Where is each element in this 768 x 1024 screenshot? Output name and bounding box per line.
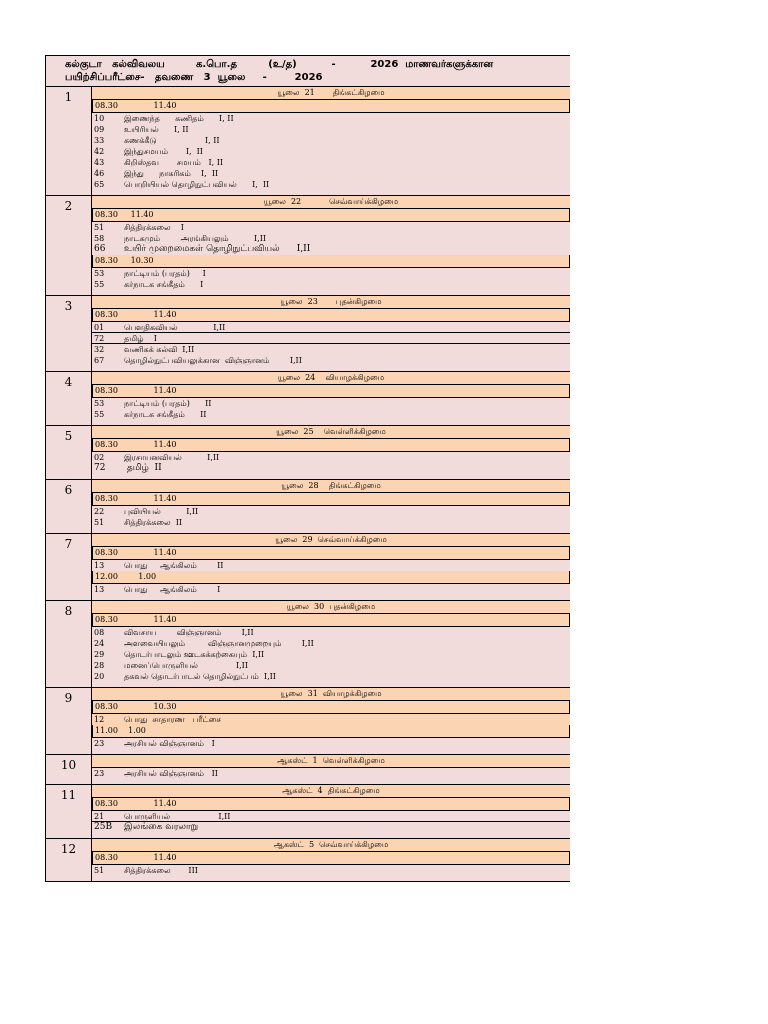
day-block xyxy=(46,372,570,426)
subject-code: 24 xyxy=(94,639,105,648)
session-time: 08.30 11.40 xyxy=(92,209,570,222)
session-time: 08.30 11.40 xyxy=(92,309,570,322)
session-time: 08.30 11.40 xyxy=(92,852,570,865)
subject-code: 12 xyxy=(94,715,105,724)
subject-row xyxy=(92,649,570,660)
subject-row xyxy=(92,517,570,528)
subject-name: பொருளியல் I,II xyxy=(124,812,231,821)
subject-name: புவியியல் I,II xyxy=(124,507,199,516)
row-spacer xyxy=(92,833,570,838)
subject-name: இரசாயனவியல் I,II xyxy=(124,453,220,462)
subject-row xyxy=(92,124,570,135)
subject-code: 10 xyxy=(94,114,105,123)
subject-code: 67 xyxy=(94,356,105,365)
row-spacer xyxy=(92,420,570,425)
subject-row xyxy=(92,560,570,571)
day-header: ஆகஸ்ட் 1 வெள்ளிக்கிழமை xyxy=(92,755,570,768)
day-number-cell xyxy=(46,688,92,754)
subject-name: தமிழ் I xyxy=(124,334,157,343)
subject-row xyxy=(92,452,570,463)
day-number-cell xyxy=(46,601,92,687)
title-line-1: கல்குடா கல்விவலய க.பொ.த (உ/த) - 2026 மாணவர்களுக்கான xyxy=(65,59,494,70)
subject-row xyxy=(92,344,570,355)
subject-name: தொடர்பாடலும் ஊடகக்கற்கையும் I,II xyxy=(124,650,265,659)
subject-row xyxy=(92,244,570,255)
day-header: யூலை 31 வியாழக்கிழமை xyxy=(92,688,570,701)
subject-row xyxy=(92,738,570,749)
subject-code: 53 xyxy=(94,399,105,408)
subject-code: 51 xyxy=(94,518,105,527)
subject-row xyxy=(92,714,570,725)
session-time: 08.30 10.30 xyxy=(92,255,570,268)
day-number-cell xyxy=(46,785,92,838)
subject-row xyxy=(92,322,570,333)
subject-row xyxy=(92,279,570,290)
subject-row xyxy=(92,233,570,244)
day-number: 2 xyxy=(64,199,73,213)
subject-code: 20 xyxy=(94,672,105,681)
subject-code: 42 xyxy=(94,147,105,156)
subject-code: 08 xyxy=(94,628,105,637)
subject-name: சித்திரக்கலை II xyxy=(124,518,183,527)
subject-name: பொது ஆங்கிலம் I xyxy=(124,585,221,594)
subject-code: 13 xyxy=(94,561,105,570)
day-rows xyxy=(92,372,570,425)
day-header: யூலை 22 செவ்வாய்க்கிழமை xyxy=(92,196,570,209)
subject-code: 43 xyxy=(94,158,105,167)
subject-code: 53 xyxy=(94,269,105,278)
subject-name: உயிர் முறைமைகள் தொழிநுட்பவியல் I,II xyxy=(124,244,311,254)
day-block xyxy=(46,426,570,480)
timetable-title xyxy=(46,56,570,87)
day-header: யூலை 21 திங்கட்கிழமை xyxy=(92,87,570,100)
day-rows xyxy=(92,426,570,479)
subject-code: 72 xyxy=(94,463,106,473)
subject-row xyxy=(92,146,570,157)
subject-code: 51 xyxy=(94,223,105,232)
subject-row xyxy=(92,671,570,682)
subject-row xyxy=(92,113,570,124)
subject-name: பௌதிகவியல் I,II xyxy=(124,323,226,332)
subject-name: கணக்கீடு I, II xyxy=(124,136,220,145)
subject-row xyxy=(92,135,570,146)
day-rows xyxy=(92,534,570,600)
day-number: 12 xyxy=(60,842,77,856)
subject-row xyxy=(92,506,570,517)
day-block xyxy=(46,688,570,755)
subject-code: 29 xyxy=(94,650,105,659)
subject-name: கிறிஸ்தவ சமயம் I, II xyxy=(124,158,224,167)
subject-code: 13 xyxy=(94,585,105,594)
day-block xyxy=(46,601,570,688)
subject-name: சித்திரக்கலை I xyxy=(124,223,184,232)
day-block xyxy=(46,296,570,372)
session-time: 08.30 11.40 xyxy=(92,493,570,506)
subject-name: சித்திரக்கலை III xyxy=(124,866,198,875)
row-spacer xyxy=(92,474,570,479)
day-rows xyxy=(92,601,570,687)
subject-name: தொழில்நுட்பவியலுக்கான விஞ்ஞானம் I,II xyxy=(124,356,302,365)
subject-name: கர்நாடக சங்கீதம் II xyxy=(124,410,207,419)
subject-row xyxy=(92,768,570,779)
session-time: 08.30 11.40 xyxy=(92,798,570,811)
day-number: 11 xyxy=(60,788,77,802)
subject-row xyxy=(92,222,570,233)
row-spacer xyxy=(92,779,570,784)
subject-name: பொறியியல் தொழிநுட்பவியல் I, II xyxy=(124,180,270,189)
day-block xyxy=(46,480,570,534)
day-header: யூலை 24 வியாழக்கிழமை xyxy=(92,372,570,385)
row-spacer xyxy=(92,595,570,600)
day-rows xyxy=(92,839,570,881)
subject-name: இந்து நாகரிகம் I, II xyxy=(124,169,219,178)
day-list xyxy=(46,87,570,882)
day-number-cell xyxy=(46,426,92,479)
session-time: 11.00 1.00 xyxy=(92,725,570,738)
day-block xyxy=(46,755,570,785)
session-time: 08.30 11.40 xyxy=(92,439,570,452)
subject-code: 33 xyxy=(94,136,105,145)
day-number-cell xyxy=(46,296,92,371)
day-header: ஆகஸ்ட் 5 செவ்வாய்க்கிழமை xyxy=(92,839,570,852)
row-spacer xyxy=(92,290,570,295)
title-line-2: பயிற்சிப்பரீட்சை- தவணை 3 யூலை - 2026 xyxy=(65,72,323,83)
day-header: ஆகஸ்ட் 4 திங்கட்கிழமை xyxy=(92,785,570,798)
subject-row xyxy=(92,355,570,366)
day-rows xyxy=(92,296,570,371)
subject-code: 72 xyxy=(94,334,105,343)
subject-code: 58 xyxy=(94,234,105,243)
day-block xyxy=(46,839,570,882)
session-time: 08.30 10.30 xyxy=(92,701,570,714)
day-block xyxy=(46,196,570,296)
day-number: 3 xyxy=(64,299,73,313)
day-header: யூலை 29 செவ்வாய்க்கிழமை xyxy=(92,534,570,547)
subject-code: 02 xyxy=(94,453,105,462)
row-spacer xyxy=(92,528,570,533)
subject-code: 09 xyxy=(94,125,105,134)
subject-code: 28 xyxy=(94,661,105,670)
subject-row xyxy=(92,638,570,649)
subject-code: 51 xyxy=(94,866,105,875)
subject-row xyxy=(92,584,570,595)
day-rows xyxy=(92,785,570,838)
subject-row xyxy=(92,865,570,876)
day-number-cell xyxy=(46,755,92,784)
subject-row xyxy=(92,157,570,168)
subject-name: இலங்கை வரலாறு xyxy=(124,822,199,832)
subject-code: 21 xyxy=(94,812,105,821)
subject-row xyxy=(92,398,570,409)
subject-code: 01 xyxy=(94,323,105,332)
day-number: 9 xyxy=(64,691,73,705)
day-number: 5 xyxy=(64,429,73,443)
row-spacer xyxy=(92,749,570,754)
day-number: 4 xyxy=(64,375,73,389)
subject-code: 22 xyxy=(94,507,105,516)
day-number: 7 xyxy=(64,537,73,551)
day-number-cell xyxy=(46,372,92,425)
subject-code: 25B xyxy=(94,822,113,832)
subject-name: உயிரியல் I, II xyxy=(124,125,189,134)
subject-name: மனைப்பொருளியல் I,II xyxy=(124,661,249,670)
subject-code: 65 xyxy=(94,180,105,189)
subject-row xyxy=(92,268,570,279)
session-time: 08.30 11.40 xyxy=(92,614,570,627)
subject-code: 55 xyxy=(94,410,105,419)
day-rows xyxy=(92,87,570,195)
day-number: 8 xyxy=(64,604,73,618)
subject-name: தமிழ் II xyxy=(124,463,162,473)
session-time: 08.30 11.40 xyxy=(92,385,570,398)
subject-name: தகவல் தொடர்பாடல் தொழில்நுட்பம் I,II xyxy=(124,672,276,681)
row-spacer xyxy=(92,366,570,371)
session-time: 08.30 11.40 xyxy=(92,547,570,560)
day-block xyxy=(46,785,570,839)
day-header: யூலை 25 வெள்ளிக்கிழமை xyxy=(92,426,570,439)
day-number-cell xyxy=(46,196,92,295)
subject-name: நாட்டியம் (பரதம்) II xyxy=(124,399,212,408)
session-time: 08.30 11.40 xyxy=(92,100,570,113)
subject-name: கர்நாடக சங்கீதம் I xyxy=(124,280,204,289)
subject-name: நாடகமும் அரங்கியலும் I,II xyxy=(124,234,267,243)
subject-row xyxy=(92,660,570,671)
subject-row xyxy=(92,179,570,190)
subject-name: பொது ஆங்கிலம் II xyxy=(124,561,224,570)
subject-name: இணைந்த கணிதம் I, II xyxy=(124,114,234,123)
subject-code: 23 xyxy=(94,769,105,778)
subject-code: 23 xyxy=(94,739,105,748)
day-number: 6 xyxy=(64,483,73,497)
subject-row xyxy=(92,811,570,822)
row-spacer xyxy=(92,190,570,195)
day-rows xyxy=(92,755,570,784)
subject-row xyxy=(92,822,570,833)
day-number-cell xyxy=(46,480,92,533)
day-number: 1 xyxy=(64,90,73,104)
subject-code: 66 xyxy=(94,244,106,254)
subject-row xyxy=(92,409,570,420)
day-number-cell xyxy=(46,534,92,600)
subject-name: அரசியல் விஞ்ஞானம் I xyxy=(124,739,215,748)
subject-row xyxy=(92,627,570,638)
session-time: 12.00 1.00 xyxy=(92,571,570,584)
day-header: யூலை 28 திங்கட்கிழமை xyxy=(92,480,570,493)
subject-code: 55 xyxy=(94,280,105,289)
subject-name: பொது சாதாரண பரீட்சை xyxy=(124,715,221,724)
day-block xyxy=(46,87,570,196)
day-number: 10 xyxy=(60,758,77,772)
day-rows xyxy=(92,688,570,754)
subject-row xyxy=(92,463,570,474)
subject-code: 46 xyxy=(94,169,105,178)
day-number-cell xyxy=(46,839,92,881)
day-header: யூலை 30 புதன்கிழமை xyxy=(92,601,570,614)
day-header: யூலை 23 புதன்கிழமை xyxy=(92,296,570,309)
subject-code: 32 xyxy=(94,345,105,354)
row-spacer xyxy=(92,876,570,881)
day-rows xyxy=(92,480,570,533)
subject-name: விவசாய விஞ்ஞானம் I,II xyxy=(124,628,254,637)
subject-name: நாட்டியம் (பரதம்) I xyxy=(124,269,206,278)
day-number-cell xyxy=(46,87,92,195)
timetable-sheet xyxy=(45,55,570,882)
subject-row xyxy=(92,333,570,344)
subject-name: அளவையியலும் விஞ்ஞானமுறையும் I,II xyxy=(124,639,314,648)
day-rows xyxy=(92,196,570,295)
day-block xyxy=(46,534,570,601)
subject-name: வணிகக் கல்வி I,II xyxy=(124,345,195,354)
subject-name: அரசியல் விஞ்ஞானம் II xyxy=(124,769,218,778)
subject-name: இந்துசமயம் I, II xyxy=(124,147,203,156)
row-spacer xyxy=(92,682,570,687)
subject-row xyxy=(92,168,570,179)
